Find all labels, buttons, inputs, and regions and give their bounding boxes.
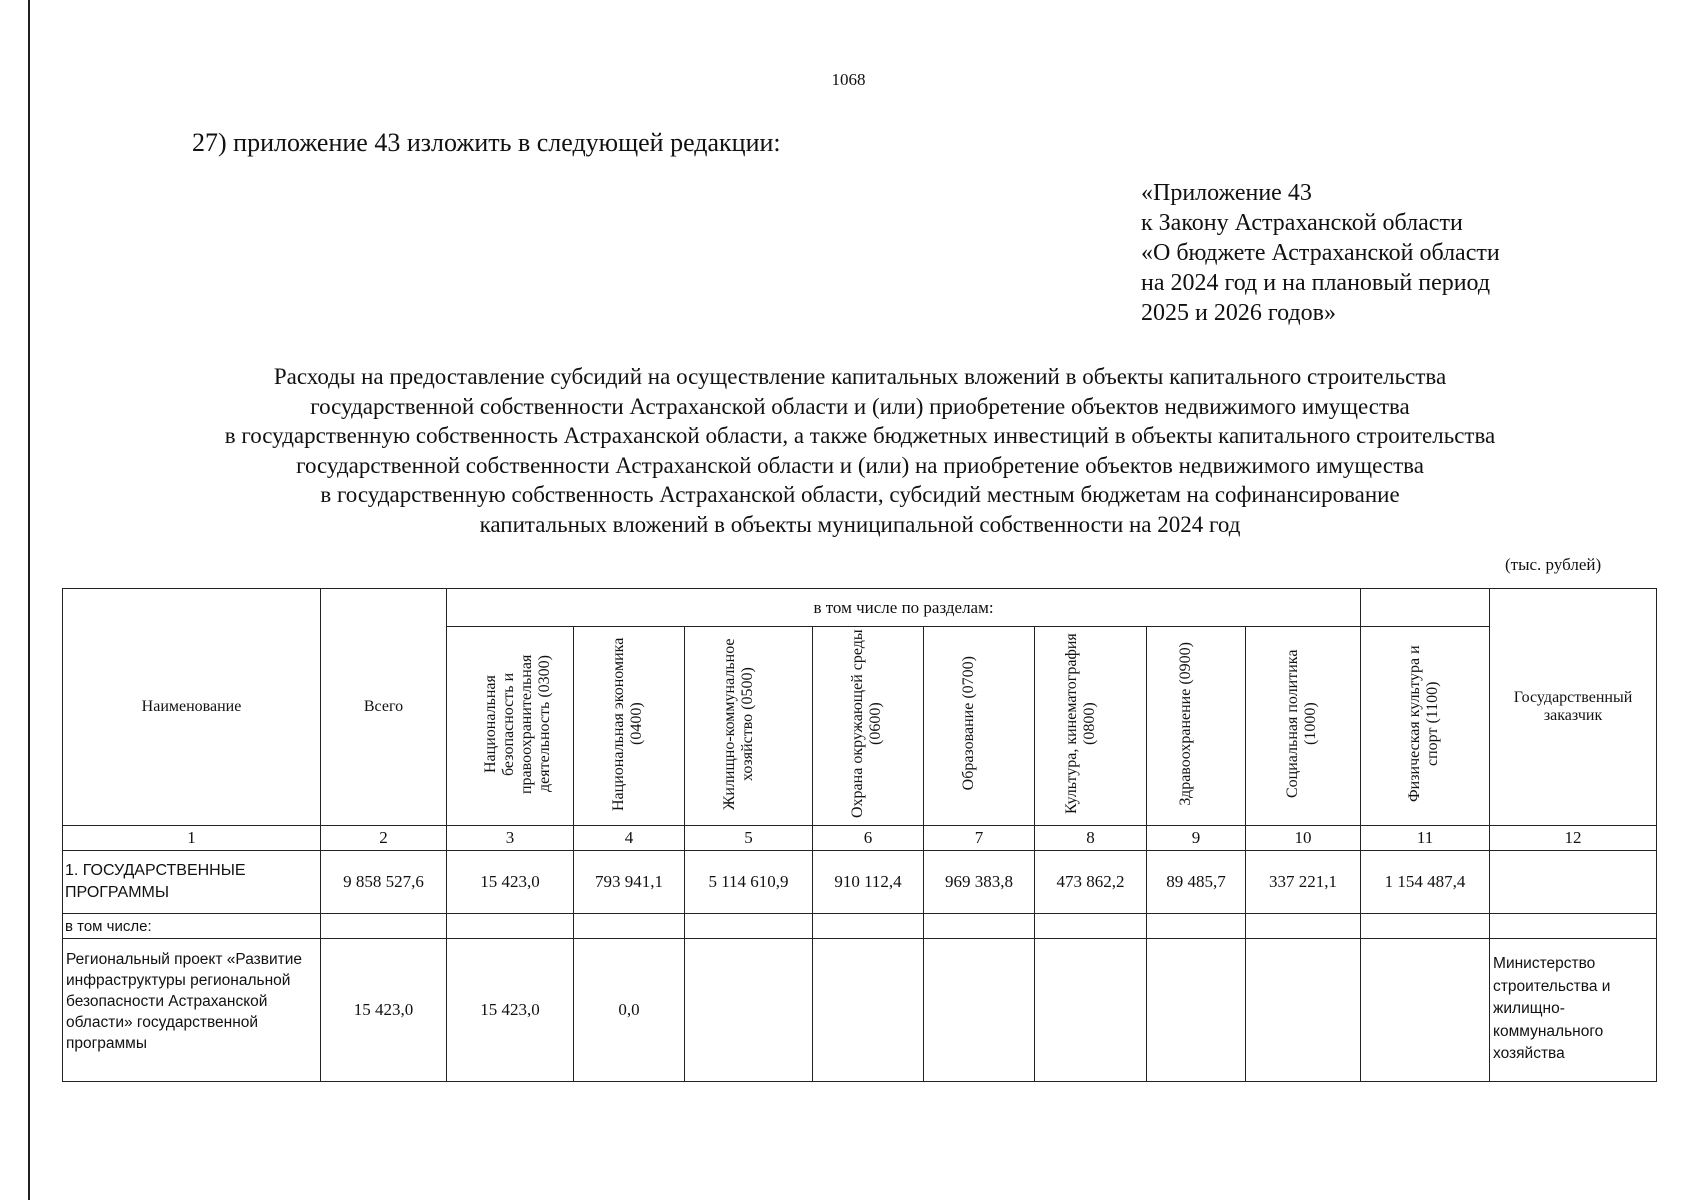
row-customer: Министерство строительства и жилищно-коммунального хозяйства xyxy=(1490,939,1657,1082)
row-value xyxy=(813,939,924,1082)
column-number: 7 xyxy=(924,826,1035,851)
header-section-label: Социальная политика (1000) xyxy=(1284,649,1320,798)
column-number: 3 xyxy=(447,826,574,851)
row-value: 910 112,4 xyxy=(813,851,924,914)
row-name: в том числе: xyxy=(63,914,321,939)
row-value xyxy=(924,939,1035,1082)
title-line: государственной собственности Астраханской области и (или) приобретение объектов недвижимого имущества xyxy=(310,393,1410,419)
row-value: 969 383,8 xyxy=(924,851,1035,914)
header-section-col xyxy=(685,627,813,826)
header-name: Наименование xyxy=(63,589,321,826)
column-number: 8 xyxy=(1035,826,1147,851)
header-section-col xyxy=(447,627,574,826)
header-section-col xyxy=(924,627,1035,826)
row-value xyxy=(924,914,1035,939)
header-section-label: Культура, кинематография (0800) xyxy=(1062,633,1098,814)
row-value: 15 423,0 xyxy=(447,851,574,914)
column-number: 11 xyxy=(1361,826,1490,851)
header-section-label: Национальная безопасность и правоохранительная деятельность (0300) xyxy=(482,653,553,794)
row-value xyxy=(1246,939,1361,1082)
table-row xyxy=(63,939,1657,1082)
appendix-ref-line: «Приложение 43 xyxy=(1141,180,1312,206)
row-total: 9 858 527,6 xyxy=(321,851,447,914)
column-number: 1 xyxy=(63,826,321,851)
header-sections: в том числе по разделам: xyxy=(447,589,1361,627)
header-section-col xyxy=(813,627,924,826)
row-value: 89 485,7 xyxy=(1147,851,1246,914)
title-line: в государственную собственность Астраханской области, субсидий местным бюджетам на софинансирование xyxy=(320,482,1400,507)
row-value: 1 154 487,4 xyxy=(1361,851,1490,914)
row-name: 1. ГОСУДАРСТВЕННЫЕ ПРОГРАММЫ xyxy=(63,851,321,914)
row-value xyxy=(1246,914,1361,939)
title-line: капитальных вложений в объекты муниципальной собственности на 2024 год xyxy=(479,511,1241,537)
row-value xyxy=(1147,914,1246,939)
header-section-label: Физическая культура и спорт (1100) xyxy=(1406,645,1442,802)
row-value xyxy=(685,914,813,939)
header-customer: Государственный заказчик xyxy=(1490,589,1657,826)
row-value: 793 941,1 xyxy=(574,851,685,914)
row-value xyxy=(1147,939,1246,1082)
page-edge-line xyxy=(28,0,30,1200)
row-value: 0,0 xyxy=(574,939,685,1082)
page-number: 1068 xyxy=(831,70,866,89)
row-total xyxy=(321,914,447,939)
appendix-ref-line: на 2024 год и на плановый период xyxy=(1141,270,1491,296)
header-section-col xyxy=(1246,627,1361,826)
header-section-col xyxy=(574,627,685,826)
table-row xyxy=(63,851,1657,914)
column-number: 4 xyxy=(574,826,685,851)
header-section-label: Охрана окружающей среды (0600) xyxy=(849,629,884,818)
column-number: 9 xyxy=(1147,826,1246,851)
header-section-col xyxy=(1361,627,1490,826)
header-section-label: Жилищно-коммунальное хозяйство (0500) xyxy=(720,637,756,810)
header-section-label: Национальная экономика (0400) xyxy=(610,636,645,811)
row-customer xyxy=(1490,914,1657,939)
column-number: 2 xyxy=(321,826,447,851)
document-title xyxy=(60,362,1660,539)
budget-table xyxy=(62,588,1657,1082)
header-section-col xyxy=(1035,627,1147,826)
row-name: Региональный проект «Развитие инфраструктуры региональной безопасности Астраханской области» государственной программы xyxy=(63,939,321,1082)
row-value xyxy=(1035,914,1147,939)
row-value xyxy=(447,914,574,939)
table-row xyxy=(63,914,1657,939)
row-customer xyxy=(1490,851,1657,914)
column-number: 10 xyxy=(1246,826,1361,851)
column-number: 6 xyxy=(813,826,924,851)
column-number: 5 xyxy=(685,826,813,851)
header-section-col xyxy=(1147,627,1246,826)
row-value: 5 114 610,9 xyxy=(685,851,813,914)
row-value xyxy=(1035,939,1147,1082)
row-value: 473 862,2 xyxy=(1035,851,1147,914)
appendix-ref-line: к Закону Астраханской области xyxy=(1141,210,1463,236)
title-line: в государственную собственность Астраханской области, а также бюджетных инвестиций в объекты капитального строительства xyxy=(224,423,1496,448)
appendix-reference xyxy=(1141,178,1500,328)
row-total: 15 423,0 xyxy=(321,939,447,1082)
row-value xyxy=(813,914,924,939)
appendix-ref-line: 2025 и 2026 годов» xyxy=(1141,300,1336,326)
intro-text: 27) приложение 43 изложить в следующей редакции: xyxy=(192,128,781,157)
row-value xyxy=(574,914,685,939)
header-section-label: Образование (0700) xyxy=(960,656,977,791)
title-line: государственной собственности Астраханской области и (или) на приобретение объектов недвижимого имущества xyxy=(296,452,1424,478)
header-total: Всего xyxy=(321,589,447,826)
title-line: Расходы на предоставление субсидий на осуществление капитальных вложений в объекты капитального строительства xyxy=(273,364,1447,389)
column-number: 12 xyxy=(1490,826,1657,851)
header-sections-spacer xyxy=(1361,589,1490,627)
appendix-ref-line: «О бюджете Астраханской области xyxy=(1141,240,1500,266)
row-value xyxy=(685,939,813,1082)
row-value xyxy=(1361,914,1490,939)
header-section-label: Здравоохранение (0900) xyxy=(1177,641,1194,806)
row-value: 15 423,0 xyxy=(447,939,574,1082)
row-value xyxy=(1361,939,1490,1082)
row-value: 337 221,1 xyxy=(1246,851,1361,914)
units-label: (тыс. рублей) xyxy=(1505,555,1602,574)
